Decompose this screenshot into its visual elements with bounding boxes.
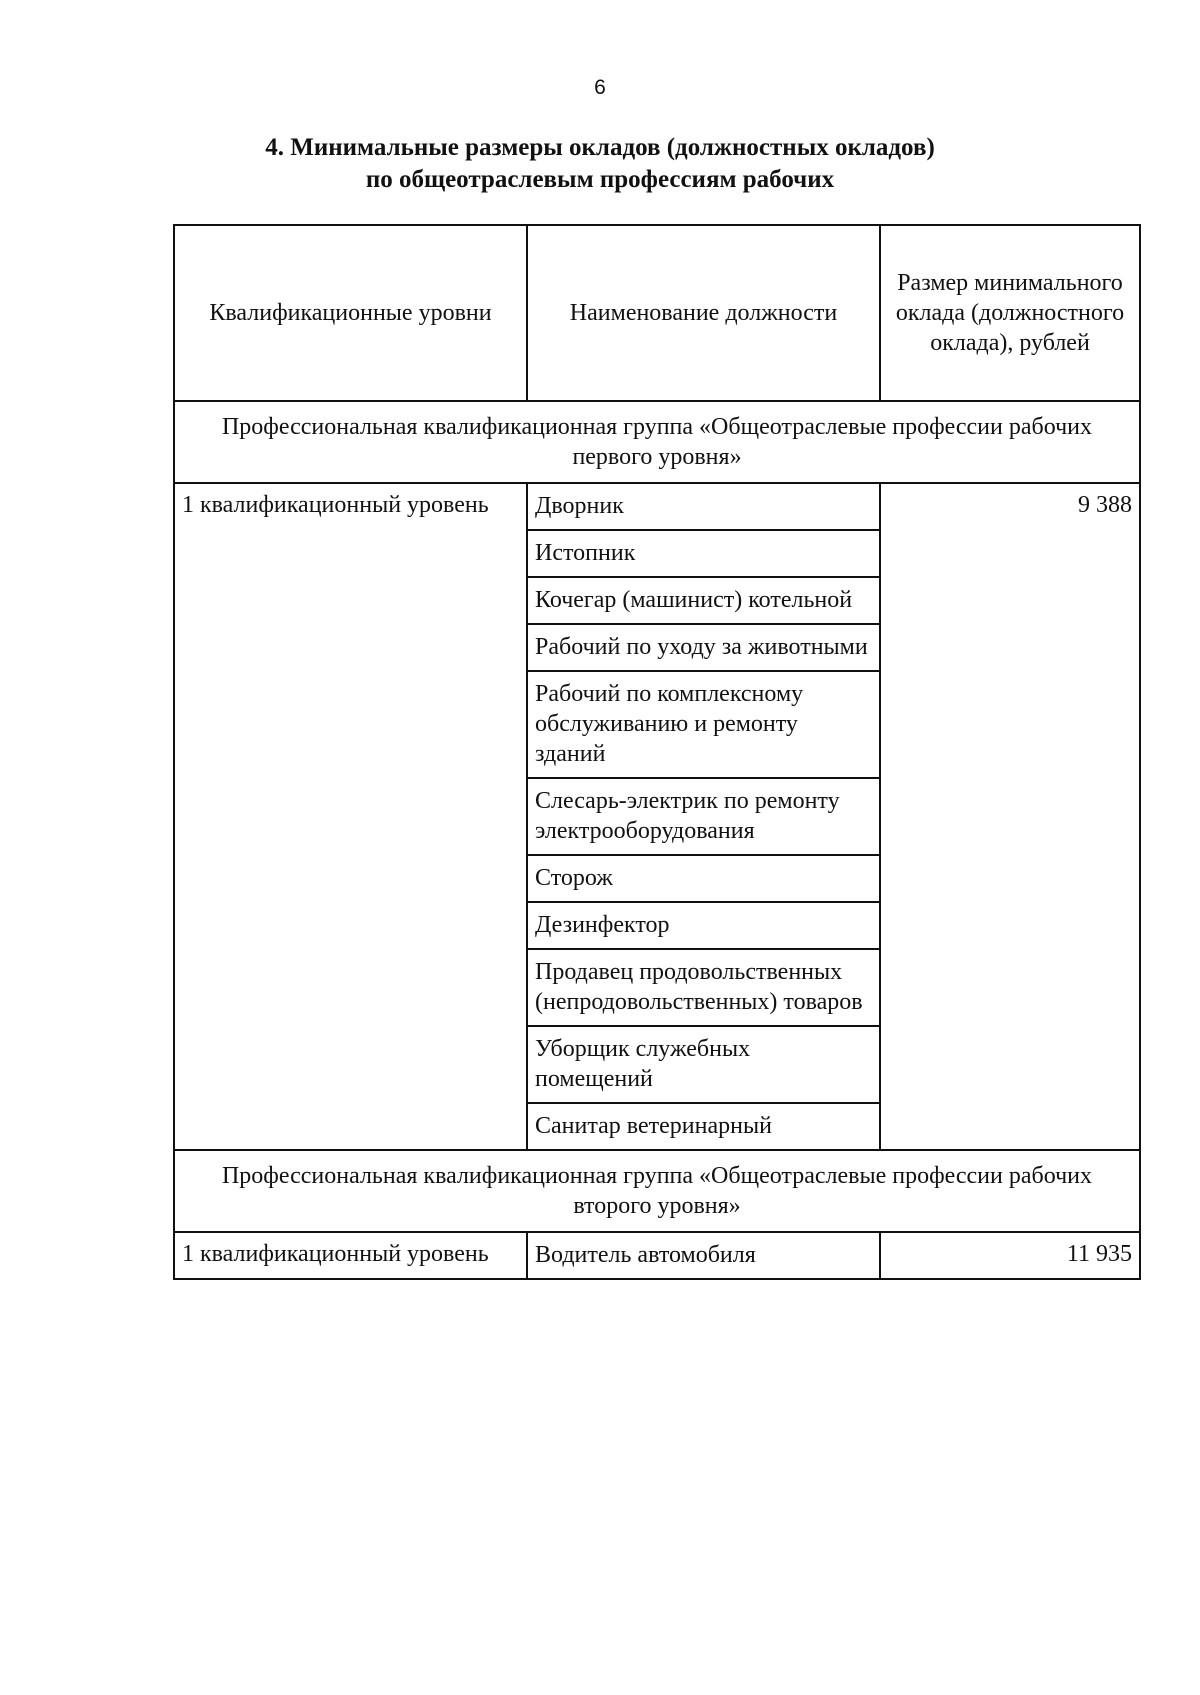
table-row <box>174 1232 1140 1279</box>
document-title <box>0 132 1200 196</box>
header-level: Квалификационные уровни <box>174 225 527 401</box>
group-title: Профессиональная квалификационная группа «Общеотраслевые профессии рабочих второго уровня» <box>174 1150 1140 1232</box>
table-row <box>174 483 1140 530</box>
position-name: Сторож <box>527 855 880 902</box>
group-row <box>174 401 1140 483</box>
position-name: Истопник <box>527 530 880 577</box>
salary-table <box>173 224 1141 1280</box>
salary-table-body <box>174 225 1140 1279</box>
header-position: Наименование должности <box>527 225 880 401</box>
salary-value: 9 388 <box>880 483 1140 1150</box>
position-name: Водитель автомобиля <box>527 1232 880 1279</box>
position-name: Рабочий по комплексному обслуживанию и ремонту зданий <box>527 671 880 778</box>
qualification-level: 1 квалификационный уровень <box>174 1232 527 1279</box>
page-number: 6 <box>594 76 606 99</box>
position-name: Дворник <box>527 483 880 530</box>
salary-value: 11 935 <box>880 1232 1140 1279</box>
position-name: Уборщик служебных помещений <box>527 1026 880 1103</box>
document-title-line-1: 4. Минимальные размеры окладов (должностных окладов) <box>265 134 935 161</box>
position-name: Продавец продовольственных (непродовольственных) товаров <box>527 949 880 1026</box>
group-title: Профессиональная квалификационная группа «Общеотраслевые профессии рабочих первого уровня» <box>174 401 1140 483</box>
position-name: Дезинфектор <box>527 902 880 949</box>
table-header-row <box>174 225 1140 401</box>
position-name: Кочегар (машинист) котельной <box>527 577 880 624</box>
position-name: Санитар ветеринарный <box>527 1103 880 1150</box>
document-title-line-2: по общеотраслевым профессиям рабочих <box>365 166 835 193</box>
position-name: Слесарь-электрик по ремонту электрооборудования <box>527 778 880 855</box>
position-name: Рабочий по уходу за животными <box>527 624 880 671</box>
group-row <box>174 1150 1140 1232</box>
qualification-level: 1 квалификационный уровень <box>174 483 527 1150</box>
header-salary: Размер минимального оклада (должностного оклада), рублей <box>880 225 1140 401</box>
